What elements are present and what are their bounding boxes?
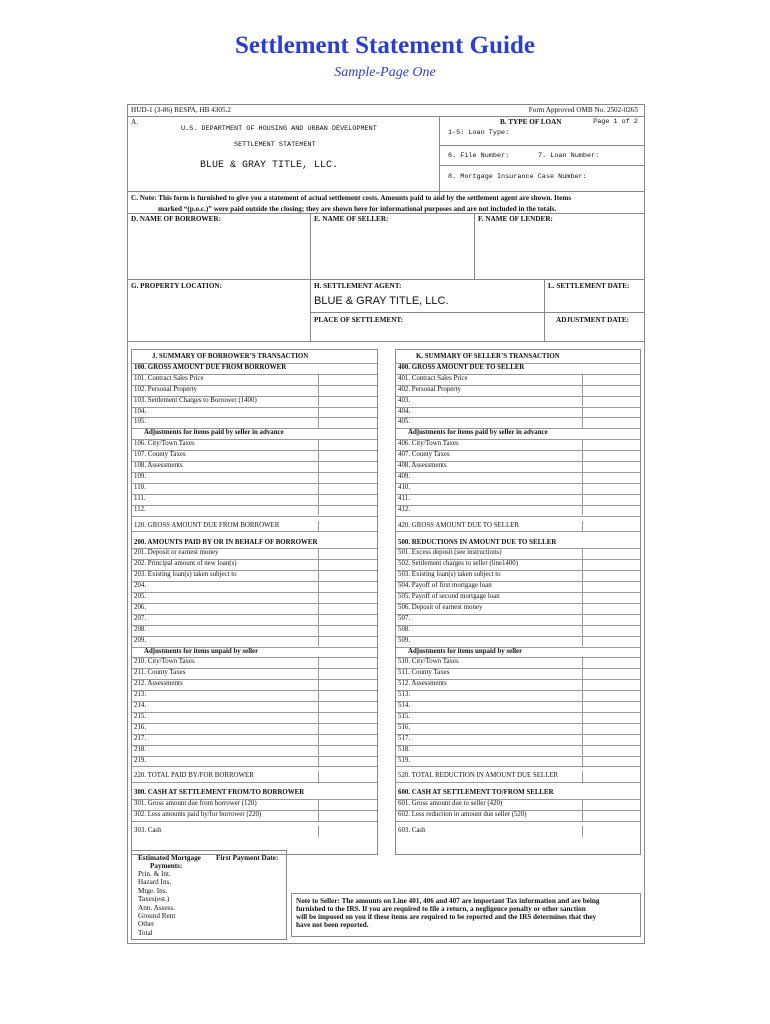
section-total[interactable]: 520. TOTAL REDUCTION IN AMOUNT DUE SELLER bbox=[398, 772, 559, 780]
summary-heading: J. SUMMARY OF BORROWER’S TRANSACTION bbox=[152, 353, 309, 360]
settlement-date-label[interactable]: L. SETTLEMENT DATE: bbox=[548, 282, 630, 290]
summary-heading: K. SUMMARY OF SELLER’S TRANSACTION bbox=[416, 353, 560, 360]
payments-label: Payments: bbox=[150, 862, 183, 870]
amount-cell[interactable] bbox=[582, 570, 584, 581]
amount-cell[interactable] bbox=[318, 494, 320, 505]
line-item[interactable]: 209. bbox=[134, 636, 147, 644]
line-item[interactable]: 409. bbox=[398, 472, 411, 480]
agent-name: BLUE & GRAY TITLE, LLC. bbox=[314, 295, 449, 307]
amount-cell[interactable] bbox=[318, 559, 320, 570]
amount-cell[interactable] bbox=[318, 603, 320, 614]
line-item[interactable]: 502. Settlement charges to seller (line1400) bbox=[398, 560, 519, 568]
borrower-summary bbox=[131, 349, 378, 855]
amount-cell[interactable] bbox=[582, 771, 584, 782]
department: U.S. DEPARTMENT OF HOUSING AND URBAN DEVELOPMENT bbox=[181, 125, 377, 133]
line-item[interactable]: 109. bbox=[134, 472, 147, 480]
amount-cell[interactable] bbox=[318, 461, 320, 472]
amount-cell[interactable] bbox=[582, 810, 584, 821]
amount-cell[interactable] bbox=[318, 592, 320, 603]
note-line: Note to Seller: The amounts on Line 401, 406 and 407 are important Tax information and are being bbox=[296, 897, 600, 905]
section-total[interactable]: 303. Cash bbox=[134, 827, 162, 835]
line-item[interactable]: 514. bbox=[398, 702, 411, 709]
line-item[interactable]: 504. Payoff of first mortgage loan bbox=[398, 582, 492, 590]
line-item[interactable]: 601. Gross amount due to seller (420) bbox=[398, 800, 503, 808]
section-header: 200. AMOUNTS PAID BY OR IN BEHALF OF BORROWER bbox=[134, 538, 318, 546]
amount-cell[interactable] bbox=[318, 417, 320, 428]
line-item[interactable]: 505. Payoff of second mortgage loan bbox=[398, 593, 500, 600]
amount-cell[interactable] bbox=[318, 745, 320, 756]
amount-cell[interactable] bbox=[318, 625, 320, 636]
section-total[interactable]: 420. GROSS AMOUNT DUE TO SELLER bbox=[398, 521, 519, 529]
line-item[interactable]: 219. bbox=[134, 756, 147, 764]
amount-cell[interactable] bbox=[318, 472, 320, 483]
loan-type-field[interactable]: 1-5: Loan Type: bbox=[448, 129, 510, 137]
line-item[interactable]: 501. Excess deposit (see instructions) bbox=[398, 549, 502, 557]
line-item[interactable]: 408. Assessments bbox=[398, 462, 447, 469]
lender-name-label[interactable]: F. NAME OF LENDER: bbox=[478, 215, 553, 223]
borrower-name-label[interactable]: D. NAME OF BORROWER: bbox=[131, 215, 221, 223]
line-item[interactable]: 404. bbox=[398, 407, 411, 415]
section-a-label: A. bbox=[131, 118, 138, 126]
amount-cell[interactable] bbox=[582, 581, 584, 592]
page-number: Page 1 of 2 bbox=[593, 118, 638, 126]
company-name: BLUE & GRAY TITLE, LLC. bbox=[200, 160, 339, 171]
note-line: will be imposed on you if these items are required to be reported and the IRS determines that they bbox=[296, 913, 597, 921]
file-number-field[interactable]: 6. File Number: bbox=[448, 152, 510, 160]
amount-cell[interactable] bbox=[318, 521, 320, 532]
est-mortgage-item: Other bbox=[138, 920, 155, 929]
amount-cell[interactable] bbox=[582, 417, 584, 428]
statement-title: SETTLEMENT STATEMENT bbox=[234, 141, 316, 149]
amount-cell[interactable] bbox=[318, 679, 320, 690]
line-item[interactable]: 403. bbox=[398, 396, 411, 404]
amount-cell[interactable] bbox=[318, 385, 320, 396]
section-header: 100. GROSS AMOUNT DUE FROM BORROWER bbox=[134, 363, 287, 371]
amount-cell[interactable] bbox=[318, 374, 320, 385]
amount-cell[interactable] bbox=[318, 701, 320, 712]
amount-cell[interactable] bbox=[582, 505, 584, 516]
est-mortgage-label: Estimated Mortgage bbox=[138, 854, 201, 862]
first-payment-date: First Payment Date: bbox=[216, 854, 279, 862]
page-title: Settlement Statement Guide bbox=[235, 32, 535, 59]
line-item[interactable]: 406. City/Town Taxes bbox=[398, 440, 459, 448]
amount-cell[interactable] bbox=[318, 636, 320, 647]
line-item[interactable]: 217. bbox=[134, 734, 147, 742]
amount-cell[interactable] bbox=[582, 407, 584, 418]
section-header: 600. CASH AT SETTLEMENT TO/FROM SELLER bbox=[398, 789, 554, 797]
place-of-settlement-label[interactable]: PLACE OF SETTLEMENT: bbox=[314, 316, 404, 324]
line-item[interactable]: 508. bbox=[398, 625, 411, 633]
estimated-mortgage-box bbox=[131, 850, 287, 940]
line-item[interactable]: 207. bbox=[134, 614, 147, 622]
line-item[interactable]: 507. bbox=[398, 614, 411, 622]
line-item[interactable]: 208. bbox=[134, 625, 147, 633]
est-mortgage-item: Ann. Assess. bbox=[138, 903, 175, 912]
line-item[interactable]: 107. County Taxes bbox=[134, 451, 186, 459]
amount-cell[interactable] bbox=[318, 799, 320, 810]
est-mortgage-item: Taxes(est.) bbox=[138, 895, 170, 904]
amount-cell[interactable] bbox=[582, 603, 584, 614]
amount-cell[interactable] bbox=[582, 472, 584, 483]
amount-cell[interactable] bbox=[582, 374, 584, 385]
est-mortgage-item: Total bbox=[138, 928, 153, 937]
line-item[interactable]: 104. bbox=[134, 407, 147, 415]
amount-cell[interactable] bbox=[318, 690, 320, 701]
line-item[interactable]: 407. County Taxes bbox=[398, 451, 450, 459]
amount-cell[interactable] bbox=[318, 407, 320, 418]
amount-cell[interactable] bbox=[318, 581, 320, 592]
line-item[interactable]: 108. Assessments bbox=[134, 462, 183, 469]
section-total[interactable]: 220. TOTAL PAID BY/FOR BORROWER bbox=[134, 772, 254, 780]
amount-cell[interactable] bbox=[582, 396, 584, 407]
amount-cell[interactable] bbox=[318, 712, 320, 723]
amount-cell[interactable] bbox=[582, 494, 584, 505]
property-location-label[interactable]: G. PROPERTY LOCATION: bbox=[131, 282, 222, 290]
loan-number-field[interactable]: 7. Loan Number: bbox=[538, 152, 600, 160]
est-mortgage-item: Mtge. Ins. bbox=[138, 886, 168, 895]
amount-cell[interactable] bbox=[582, 625, 584, 636]
line-item[interactable]: 111. bbox=[134, 494, 146, 502]
adjustments-header: Adjustments for items paid by seller in advance bbox=[144, 429, 284, 437]
line-item[interactable]: 302. Less amounts paid by/for borrower (220) bbox=[134, 811, 262, 819]
amount-cell[interactable] bbox=[582, 521, 584, 532]
amount-cell[interactable] bbox=[318, 505, 320, 516]
line-item[interactable]: 511. County Taxes bbox=[398, 669, 450, 677]
line-item[interactable]: 509. bbox=[398, 636, 411, 644]
line-item[interactable]: 410. bbox=[398, 483, 411, 491]
amount-cell[interactable] bbox=[582, 745, 584, 756]
line-item[interactable]: 210. City/Town Taxes bbox=[134, 658, 195, 666]
note-line-2: marked “(p.o.c.)” were paid outside the closing; they are shown here for informational purposes and are not included in the totals. bbox=[158, 205, 557, 213]
type-of-loan: B. TYPE OF LOAN bbox=[500, 118, 562, 126]
amount-cell[interactable] bbox=[582, 734, 584, 745]
amount-cell[interactable] bbox=[582, 592, 584, 603]
line-item[interactable]: 214. bbox=[134, 702, 147, 709]
line-item[interactable]: 201. Deposit or earnest money bbox=[134, 549, 219, 557]
amount-cell[interactable] bbox=[582, 483, 584, 494]
amount-cell[interactable] bbox=[318, 826, 320, 837]
amount-cell[interactable] bbox=[582, 679, 584, 690]
line-item[interactable]: 204. bbox=[134, 582, 147, 590]
line-item[interactable]: 206. bbox=[134, 603, 147, 611]
line-item[interactable]: 110. bbox=[134, 483, 146, 491]
seller-summary bbox=[395, 349, 641, 855]
section-total[interactable]: 603. Cash bbox=[398, 827, 426, 835]
line-item[interactable]: 516. bbox=[398, 723, 411, 731]
amount-cell[interactable] bbox=[318, 810, 320, 821]
line-item[interactable]: 202. Principal amount of new loan(s) bbox=[134, 560, 237, 568]
line-item[interactable]: 203. Existing loan(s) taken subject to bbox=[134, 571, 237, 579]
amount-cell[interactable] bbox=[318, 450, 320, 461]
note-to-seller bbox=[291, 893, 641, 937]
line-item[interactable]: 102. Personal Property bbox=[134, 385, 197, 393]
amount-cell[interactable] bbox=[318, 771, 320, 782]
line-item[interactable]: 103. Settlement Charges to Borrower (1400) bbox=[134, 396, 257, 404]
amount-cell[interactable] bbox=[582, 723, 584, 734]
line-item[interactable]: 401. Contract Sales Price bbox=[398, 374, 468, 382]
amount-cell[interactable] bbox=[582, 826, 584, 837]
line-item[interactable]: 411. bbox=[398, 494, 410, 502]
line-item[interactable]: 402. Personal Property bbox=[398, 385, 461, 393]
line-item[interactable]: 216. bbox=[134, 723, 147, 731]
line-item[interactable]: 510. City/Town Taxes bbox=[398, 658, 459, 666]
amount-cell[interactable] bbox=[582, 385, 584, 396]
est-mortgage-item: Hazard Ins. bbox=[138, 878, 172, 887]
line-item[interactable]: 211. County Taxes bbox=[134, 669, 186, 677]
amount-cell[interactable] bbox=[582, 614, 584, 625]
amount-cell[interactable] bbox=[582, 548, 584, 559]
line-item[interactable]: 205. bbox=[134, 593, 147, 600]
amount-cell[interactable] bbox=[582, 668, 584, 679]
line-item[interactable]: 218. bbox=[134, 745, 147, 753]
amount-cell[interactable] bbox=[582, 657, 584, 668]
line-item[interactable]: 212. Assessments bbox=[134, 680, 183, 688]
section-total[interactable]: 120. GROSS AMOUNT DUE FROM BORROWER bbox=[134, 521, 280, 529]
est-mortgage-item: Prin. & Int. bbox=[138, 870, 171, 878]
note-line-1: C. Note: This form is furnished to give you a statement of actual settlement costs. Amounts paid to and by the settlement agent are shown. Items bbox=[131, 194, 572, 202]
line-item[interactable]: 506. Deposit of earnest money bbox=[398, 603, 483, 611]
line-item[interactable]: 515. bbox=[398, 712, 411, 720]
omb-number: Form Approved OMB No. 2502-0265 bbox=[528, 106, 638, 114]
adjustments-header: Adjustments for items unpaid by seller bbox=[144, 647, 259, 655]
line-item[interactable]: 105. bbox=[134, 418, 147, 426]
amount-cell[interactable] bbox=[582, 712, 584, 723]
amount-cell[interactable] bbox=[318, 439, 320, 450]
line-item[interactable]: 405. bbox=[398, 418, 411, 426]
amount-cell[interactable] bbox=[582, 461, 584, 472]
est-mortgage-item: Ground Rent bbox=[138, 912, 176, 921]
mortgage-insurance-field[interactable]: 8. Mortgage Insurance Case Number: bbox=[448, 173, 587, 181]
note-line: furnished to the IRS. If you are required to file a return, a negligence penalty or other sanction bbox=[296, 905, 586, 913]
line-item[interactable]: 101. Contract Sales Price bbox=[134, 374, 204, 382]
line-item[interactable]: 503. Existing loan(s) taken subject to bbox=[398, 571, 501, 579]
amount-cell[interactable] bbox=[318, 657, 320, 668]
amount-cell[interactable] bbox=[582, 690, 584, 701]
line-item[interactable]: 301. Gross amount due from borrower (120) bbox=[134, 800, 257, 808]
amount-cell[interactable] bbox=[318, 614, 320, 625]
amount-cell[interactable] bbox=[582, 559, 584, 570]
hud1-form bbox=[127, 104, 645, 944]
line-item[interactable]: 518. bbox=[398, 745, 411, 753]
line-item[interactable]: 213. bbox=[134, 691, 147, 699]
adjustments-header: Adjustments for items paid by seller in advance bbox=[408, 429, 548, 437]
line-item[interactable]: 519. bbox=[398, 756, 411, 764]
adjustments-header: Adjustments for items unpaid by seller bbox=[408, 647, 523, 655]
line-item[interactable]: 517. bbox=[398, 734, 411, 742]
note-line: have not been reported. bbox=[296, 921, 369, 929]
line-item[interactable]: 106. City/Town Taxes bbox=[134, 440, 195, 448]
amount-cell[interactable] bbox=[582, 636, 584, 647]
amount-cell[interactable] bbox=[318, 483, 320, 494]
amount-cell[interactable] bbox=[318, 396, 320, 407]
amount-cell[interactable] bbox=[318, 548, 320, 559]
line-item[interactable]: 215. bbox=[134, 712, 147, 720]
amount-cell[interactable] bbox=[582, 756, 584, 767]
amount-cell[interactable] bbox=[318, 570, 320, 581]
line-item[interactable]: 513. bbox=[398, 691, 411, 699]
adjustment-date-label[interactable]: ADJUSTMENT DATE: bbox=[556, 316, 630, 324]
page-subtitle: Sample-Page One bbox=[334, 65, 436, 80]
amount-cell[interactable] bbox=[582, 450, 584, 461]
seller-name-label[interactable]: E. NAME OF SELLER: bbox=[314, 215, 389, 223]
line-item[interactable]: 112. bbox=[134, 505, 146, 513]
amount-cell[interactable] bbox=[582, 799, 584, 810]
line-item[interactable]: 512. Assessments bbox=[398, 680, 447, 688]
amount-cell[interactable] bbox=[318, 668, 320, 679]
amount-cell[interactable] bbox=[582, 439, 584, 450]
section-header: 500. REDUCTIONS IN AMOUNT DUE TO SELLER bbox=[398, 538, 557, 546]
settlement-agent-label[interactable]: H. SETTLEMENT AGENT: bbox=[314, 282, 402, 290]
amount-cell[interactable] bbox=[318, 723, 320, 734]
line-item[interactable]: 602. Less reduction in amount due seller (520) bbox=[398, 811, 527, 819]
hud-code: HUD-1 (3-86) RESPA, HB 4305.2 bbox=[131, 106, 231, 114]
section-header: 300. CASH AT SETTLEMENT FROM/TO BORROWER bbox=[134, 789, 305, 797]
line-item[interactable]: 412. bbox=[398, 505, 411, 513]
amount-cell[interactable] bbox=[318, 734, 320, 745]
amount-cell[interactable] bbox=[318, 756, 320, 767]
section-header: 400. GROSS AMOUNT DUE TO SELLER bbox=[398, 363, 525, 371]
amount-cell[interactable] bbox=[582, 701, 584, 712]
